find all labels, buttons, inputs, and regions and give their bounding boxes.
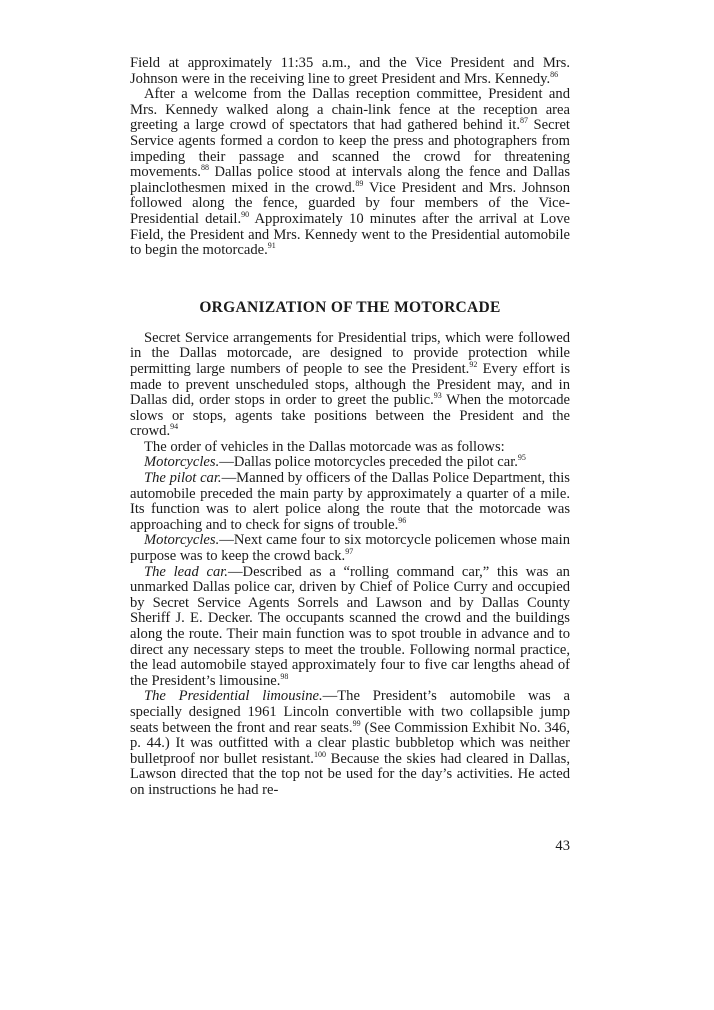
text-run: —Manned by officers of the Dallas Police Department, this automobile preceded the main party by approximately a quarter of a mile. Its function was to alert police along the route that the motorcade was approaching and to check for signs of trouble. [130, 470, 570, 533]
footnote-ref: 88 [200, 163, 209, 173]
run-in-subheading: Motorcycles. [144, 532, 220, 549]
text-run: After a welcome from the Dallas reception committee, President and Mrs. Kennedy walked along a chain-link fence at the reception area greeting a large crowd of spectators that had gathered behind it. [130, 86, 570, 134]
document-page [130, 56, 570, 799]
page-number: 43 [555, 838, 570, 854]
text-run: Because the skies had cleared in Dallas, Lawson directed that the top not be used for the day’s activities. He acted on instructions he had re- [130, 750, 570, 798]
footnote-ref: 95 [517, 453, 526, 463]
text-run: —The President’s automobile was a specially designed 1961 Lincoln convertible with two collapsible jump seats between the front and rear seats. [130, 688, 570, 736]
body-paragraph [130, 565, 570, 690]
run-in-subheading: The Presidential limousine. [144, 688, 323, 705]
footnote-ref: 97 [345, 547, 354, 557]
section-heading [130, 299, 570, 317]
text-run: —Next came four to six motorcycle policemen whose main purpose was to keep the crowd back. [130, 532, 570, 565]
text-run: ORGANIZATION OF THE MOTORCADE [199, 298, 501, 316]
text-run: The order of vehicles in the Dallas motorcade was as follows: [144, 438, 505, 455]
footnote-ref: 86 [550, 69, 559, 79]
text-run: Approximately 10 minutes after the arrival at Love Field, the President and Mrs. Kennedy went to the Presidential automobile to begin the motorcade. [130, 210, 570, 259]
run-in-subheading: Motorcycles. [144, 454, 220, 471]
text-run: Dallas police stood at intervals along the fence and Dallas plainclothesmen mixed in the crowd. [130, 164, 570, 196]
footnote-ref: 87 [520, 116, 528, 126]
run-in-subheading: The lead car. [144, 563, 228, 580]
footnote-ref: 99 [352, 718, 361, 728]
run-in-subheading: The pilot car. [144, 470, 222, 487]
footnote-ref: 96 [398, 515, 407, 525]
body-paragraph [130, 533, 570, 564]
text-run: —Described as a “rolling command car,” this was an unmarked Dallas police car, driven by Chief of Police Curry and occupied by Secret Service Agents Sorrels and Lawson and by Dallas County Sheriff J. E. Decker. The occupants scanned the crowd and the buildings along the route. Their main function was to spot trouble in advance and to direct any necessary steps to meet the trouble. Following normal practice, the lead automobile stayed approximately four to five car lengths ahead of the President’s limousine. [130, 563, 570, 689]
body-paragraph [130, 455, 570, 471]
footnote-ref: 91 [267, 241, 276, 251]
footnote-ref: 93 [433, 391, 442, 401]
text-run: Field at approximately 11:35 a.m., and the Vice President and Mrs. Johnson were in the receiving line to greet President and Mrs. Kennedy. [130, 55, 570, 87]
footnote-ref: 92 [469, 360, 478, 370]
body-paragraph [130, 56, 570, 87]
body-paragraph [130, 689, 570, 798]
body-paragraph [130, 471, 570, 533]
footnote-ref: 90 [241, 210, 250, 220]
text-run: Secret Service arrangements for Presidential trips, which were followed in the Dallas motorcade, are designed to provide protection while permitting large numbers of people to see the President. [130, 329, 570, 377]
footnote-ref: 89 [355, 178, 364, 188]
body-paragraph [130, 331, 570, 440]
text-run: Vice President and Mrs. Johnson followed along the fence, guarded by four members of the Vice-Presidential detail. [130, 179, 571, 227]
text-run: Secret Service agents formed a cordon to keep the press and photographers from impeding their passage and scanned the crowd for threatening movements. [130, 117, 570, 181]
text-run: When the motorcade slows or stops, agents take positions between the President and the crowd. [130, 392, 570, 440]
body-paragraph [130, 87, 570, 259]
text-run: (See Commission Exhibit No. 346, p. 44.) It was outfitted with a clear plastic bubbletop which was neither bulletproof nor bullet resistant. [130, 719, 570, 767]
text-run: —Dallas police motorcycles preceded the pilot car. [219, 454, 518, 471]
text-run: Every effort is made to prevent unscheduled stops, although the President may, and in Dallas did, order stops in order to greet the public. [130, 360, 571, 409]
footnote-ref: 94 [170, 422, 179, 432]
footnote-ref: 98 [280, 671, 289, 681]
footnote-ref: 100 [313, 749, 326, 759]
